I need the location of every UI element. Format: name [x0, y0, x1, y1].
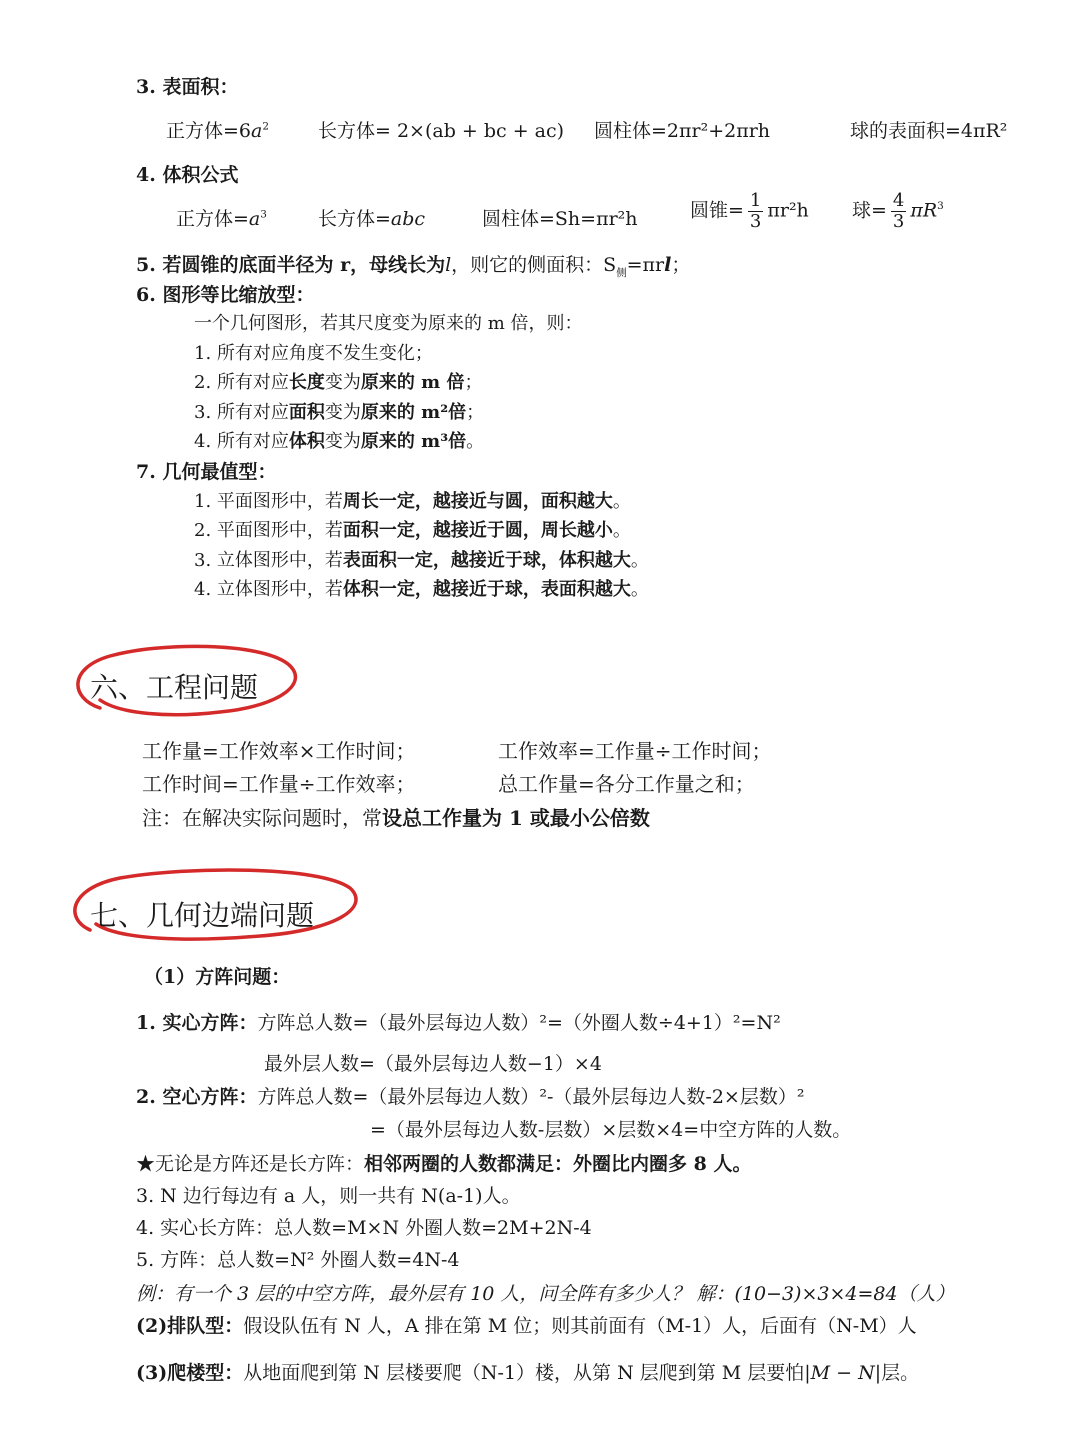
queue-line: (2)排队型：假设队伍有 N 人，A 排在第 M 位；则其前面有（M-1）人，后面有（N-M）人 — [136, 1315, 917, 1337]
engineering-formula-3: 工作时间=工作量÷工作效率； — [142, 772, 416, 796]
star-note: ★无论是方阵还是长方阵：相邻两圈的人数都满足：外圈比内圈多 8 人。 — [136, 1153, 752, 1175]
section-title-engineering: 六、工程问题 — [90, 671, 259, 704]
engineering-formula-1: 工作量=工作效率×工作时间； — [142, 739, 416, 763]
surface-heading: 3. 表面积： — [136, 76, 239, 98]
square-array-line: 5. 方阵：总人数=N² 外圈人数=4N-4 — [136, 1249, 460, 1271]
volume-cube-formula: 正方体$=a^3$ — [176, 208, 267, 230]
surface-cuboid-formula: 长方体= 2×(ab + bc + ac) — [318, 120, 565, 142]
cone-lateral-line: 5. 若圆锥的底面半径为 r，母线长为l，则它的侧面积：$S_侧=\pi rl$； — [136, 254, 691, 279]
polygon-line: 3. N 边行每边有 a 人，则一共有 N(a-1)人。 — [136, 1185, 521, 1207]
engineering-note: 注：在解决实际问题时，常设总工作量为 1 或最小公倍数 — [142, 806, 650, 830]
engineering-formula-4: 总工作量=各分工作量之和； — [498, 772, 755, 796]
scaling-heading: 6. 图形等比缩放型： — [136, 284, 315, 306]
section-title-geometry-edge: 七、几何边端问题 — [90, 899, 315, 932]
rect-array-line: 4. 实心长方阵：总人数=M×N 外圈人数=2M+2N-4 — [136, 1217, 592, 1239]
scaling-item-1: 1. 所有对应角度不发生变化； — [194, 343, 433, 364]
extreme-item-4: 4. 立体图形中，若体积一定，越接近于球，表面积越大。 — [194, 579, 649, 600]
volume-cylinder-formula: 圆柱体=Sh=πr²h — [482, 208, 638, 230]
surface-cube-formula: 正方体$=6a^2$ — [166, 120, 269, 142]
scaling-item-2: 2. 所有对应长度变为原来的 m 倍； — [194, 372, 483, 393]
volume-cone-formula: 圆锥= $\frac{1}{3}$ πr²h — [690, 190, 809, 232]
extreme-heading: 7. 几何最值型： — [136, 461, 277, 483]
extreme-item-3: 3. 立体图形中，若表面积一定，越接近于球，体积越大。 — [194, 550, 649, 571]
solid-square-line: 1. 实心方阵：方阵总人数=（最外层每边人数）²=（外圈人数÷4+1）²=N² — [136, 1012, 781, 1034]
engineering-formula-2: 工作效率=工作量÷工作时间； — [498, 739, 772, 763]
extreme-item-1: 1. 平面图形中，若周长一定，越接近与圆，面积越大。 — [194, 491, 631, 512]
scaling-intro: 一个几何图形，若其尺度变为原来的 m 倍，则： — [194, 313, 583, 334]
volume-heading: 4. 体积公式 — [136, 164, 239, 186]
volume-cuboid-formula: 长方体=abc — [318, 208, 426, 230]
hollow-square-line-2: =（最外层每边人数-层数）×层数×4=中空方阵的人数。 — [370, 1119, 852, 1141]
stairs-line: (3)爬楼型：从地面爬到第 N 层楼要爬（N-1）楼，从第 N 层爬到第 M 层要怕|M − N|层。 — [136, 1362, 920, 1384]
extreme-item-2: 2. 平面图形中，若面积一定，越接近于圆，周长越小。 — [194, 520, 631, 541]
hollow-square-line: 2. 空心方阵：方阵总人数=（最外层每边人数）²-（最外层每边人数-2×层数）² — [136, 1086, 805, 1108]
solid-square-outer: 最外层人数=（最外层每边人数−1）×4 — [264, 1053, 602, 1075]
example-line: 例：有一个 3 层的中空方阵，最外层有 10 人，问全阵有多少人？ 解：(10−3)×3×4=84（人） — [136, 1283, 955, 1305]
surface-cylinder-formula: 圆柱体=2πr²+2πrh — [594, 120, 771, 142]
scaling-item-3: 3. 所有对应面积变为原来的 m²倍； — [194, 402, 485, 423]
square-array-heading: （1）方阵问题： — [144, 966, 291, 988]
scaling-item-4: 4. 所有对应体积变为原来的 m³倍。 — [194, 431, 485, 452]
surface-sphere-formula: 球的表面积=4πR² — [850, 120, 1008, 142]
volume-sphere-formula: 球= $\frac{4}{3}$ $\pi R^3$ — [852, 190, 944, 232]
